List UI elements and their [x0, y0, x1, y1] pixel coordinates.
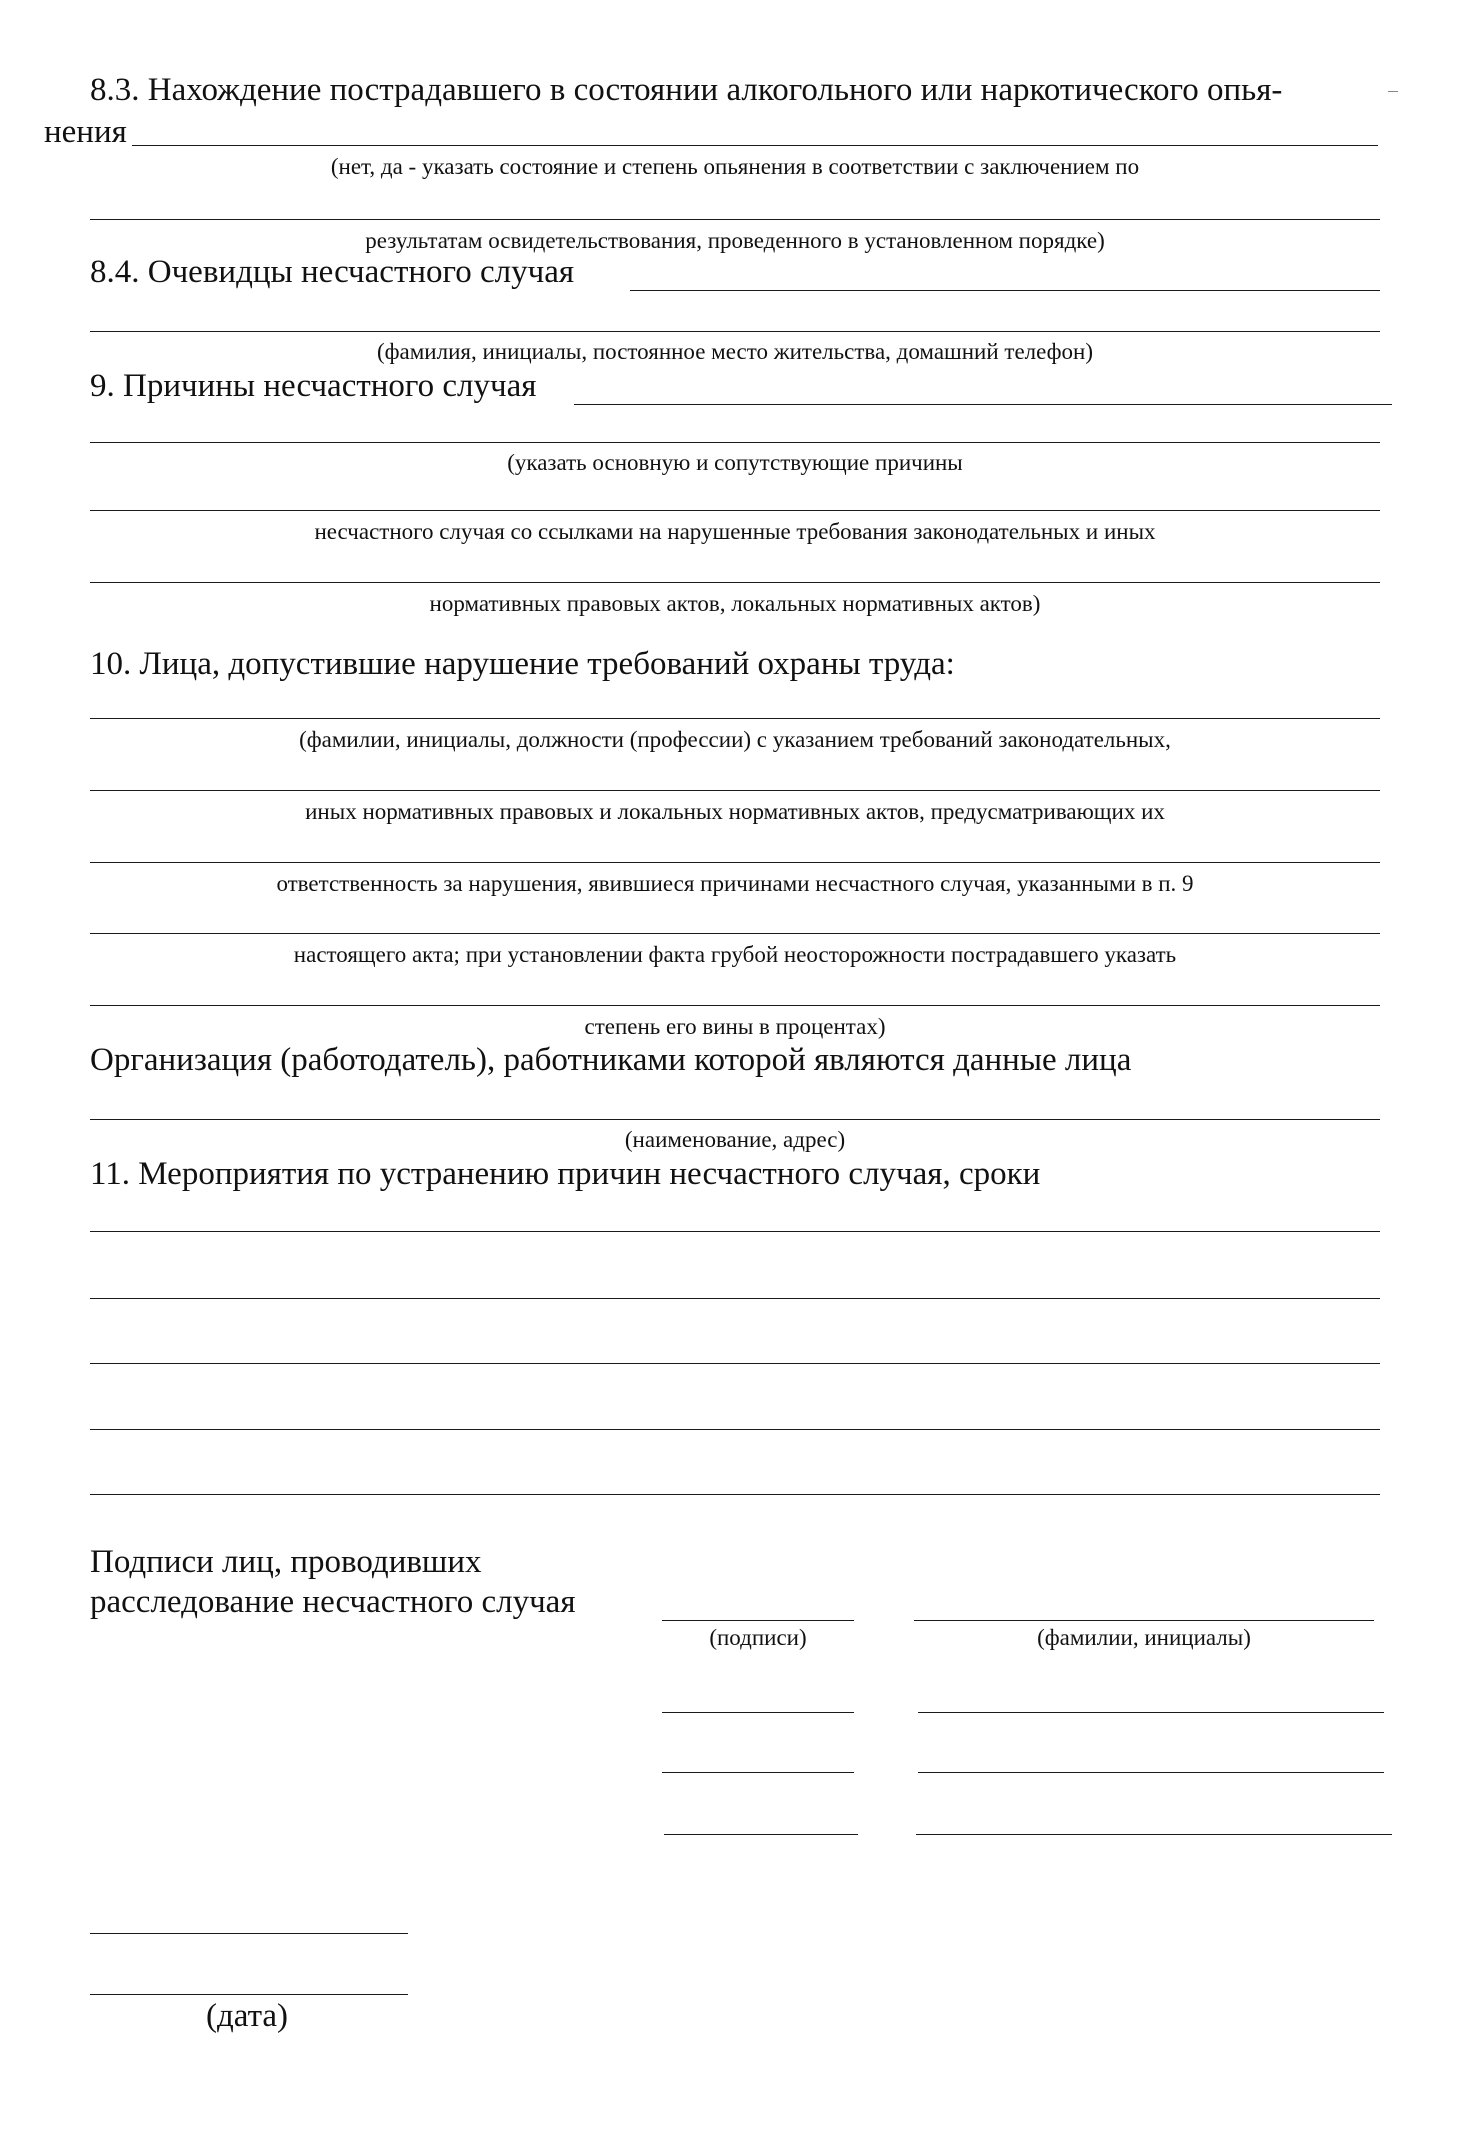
signature-field-4[interactable]	[664, 1834, 858, 1835]
measures-field-line2[interactable]	[90, 1298, 1380, 1299]
section-9-label: 9. Причины несчастного случая	[90, 368, 537, 404]
section-10-label: 10. Лица, допустившие нарушение требований охраны труда:	[90, 646, 955, 682]
violators-field-line4[interactable]	[90, 933, 1380, 934]
causes-field-line3[interactable]	[90, 510, 1380, 511]
section-10-caption3: ответственность за нарушения, явившиеся причинами несчастного случая, указанными в п. 9	[276, 871, 1194, 896]
measures-field-line3[interactable]	[90, 1363, 1380, 1364]
measures-field-line5[interactable]	[90, 1494, 1380, 1495]
section-8-3-line2: нения	[44, 114, 127, 150]
witnesses-field-line2[interactable]	[90, 331, 1380, 332]
section-8-3-caption2: результатам освидетельствования, проведенного в установленном порядке)	[365, 228, 1105, 253]
employer-field[interactable]	[90, 1119, 1380, 1120]
section-10-caption1: (фамилии, инициалы, должности (профессии) с указанием требований законодательных,	[299, 727, 1171, 752]
signatures-label-line1: Подписи лиц, проводивших	[90, 1544, 482, 1580]
intoxication-field-line2[interactable]	[90, 219, 1380, 220]
name-field-3[interactable]	[918, 1772, 1384, 1773]
violators-field-line1[interactable]	[90, 718, 1380, 719]
section-8-4-label: 8.4. Очевидцы несчастного случая	[90, 254, 575, 290]
measures-field-line4[interactable]	[90, 1429, 1380, 1430]
section-9-caption1: (указать основную и сопутствующие причины	[507, 450, 963, 475]
section-8-4-caption: (фамилия, инициалы, постоянное место жительства, домашний телефон)	[376, 339, 1094, 364]
measures-field-line1[interactable]	[90, 1231, 1380, 1232]
violators-field-line3[interactable]	[90, 862, 1380, 863]
witnesses-field[interactable]	[630, 290, 1380, 291]
section-9-caption2: несчастного случая со ссылками на нарушенные требования законодательных и иных	[314, 519, 1156, 544]
signature-field-1[interactable]	[662, 1620, 854, 1621]
section-8-3-line1: 8.3. Нахождение пострадавшего в состоянии алкогольного или наркотического опья-	[90, 72, 1283, 108]
names-caption: (фамилии, инициалы)	[1037, 1625, 1251, 1650]
violators-field-line2[interactable]	[90, 790, 1380, 791]
date-field-line2[interactable]	[90, 1994, 408, 1995]
employer-label: Организация (работодатель), работниками которой являются данные лица	[90, 1042, 1132, 1078]
causes-field-line2[interactable]	[90, 442, 1380, 443]
section-10-caption5: степень его вины в процентах)	[584, 1014, 886, 1039]
section-10-caption2: иных нормативных правовых и локальных нормативных актов, предусматривающих их	[305, 799, 1165, 824]
date-caption: (дата)	[206, 1998, 289, 2034]
section-10-caption4: настоящего акта; при установлении факта грубой неосторожности пострадавшего указать	[293, 942, 1177, 967]
violators-field-line5[interactable]	[90, 1005, 1380, 1006]
section-9-caption3: нормативных правовых актов, локальных нормативных актов)	[429, 591, 1041, 616]
signatures-caption: (подписи)	[709, 1625, 807, 1650]
section-11-label: 11. Мероприятия по устранению причин несчастного случая, сроки	[90, 1156, 1041, 1192]
signature-field-2[interactable]	[662, 1712, 854, 1713]
name-field-2[interactable]	[918, 1712, 1384, 1713]
scan-mark	[1388, 91, 1398, 92]
intoxication-field[interactable]	[132, 145, 1378, 146]
signature-field-3[interactable]	[662, 1772, 854, 1773]
signatures-label-line2: расследование несчастного случая	[90, 1584, 576, 1620]
employer-caption: (наименование, адрес)	[624, 1127, 846, 1152]
causes-field-line4[interactable]	[90, 582, 1380, 583]
causes-field[interactable]	[574, 404, 1392, 405]
section-8-3-caption1: (нет, да - указать состояние и степень опьянения в соответствии с заключением по	[330, 154, 1140, 179]
date-field-line1[interactable]	[90, 1933, 408, 1934]
name-field-4[interactable]	[916, 1834, 1392, 1835]
name-field-1[interactable]	[914, 1620, 1374, 1621]
